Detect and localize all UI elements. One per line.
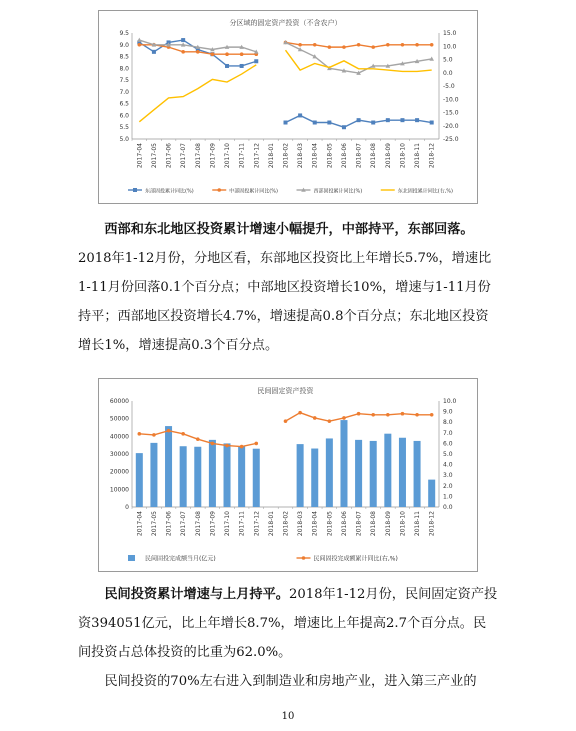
paragraph-private-structure-body: 民间投资的70%左右进入到制造业和房地产业，进入第三产业的 — [104, 674, 477, 689]
x-tick-label: 2018-07 — [355, 511, 363, 537]
right-tick-label: 6.0 — [443, 440, 453, 448]
x-tick-label: 2018-07 — [355, 143, 363, 169]
paragraph-regional-heading: 西部和东北地区投资累计增速小幅提升，中部持平，东部回落。 — [104, 222, 474, 237]
left-tick-label: 6.5 — [119, 100, 129, 108]
right-tick-label: 8.0 — [443, 419, 453, 427]
bar — [224, 443, 231, 507]
point-circle — [328, 419, 332, 423]
bar — [355, 440, 362, 507]
x-tick-label: 2017-11 — [238, 511, 246, 537]
x-tick-label: 2018-10 — [399, 511, 407, 537]
x-tick-label: 2018-02 — [282, 143, 290, 169]
bar — [384, 434, 391, 507]
x-tick-label: 2017-04 — [136, 511, 144, 537]
x-tick-label: 2017-10 — [224, 143, 232, 169]
left-tick-label: 7.0 — [119, 88, 129, 96]
x-tick-label: 2017-06 — [165, 511, 173, 537]
point-square — [430, 121, 434, 125]
x-tick-label: 2018-12 — [428, 143, 436, 169]
point-circle — [284, 419, 288, 423]
left-tick-label: 30000 — [109, 451, 129, 458]
point-circle — [357, 43, 361, 47]
point-square — [386, 118, 390, 122]
regional-investment-svg — [99, 11, 477, 203]
left-tick-label: 0 — [125, 504, 129, 511]
x-tick-label: 2017-10 — [224, 511, 232, 537]
x-tick-label: 2018-04 — [311, 143, 319, 169]
paragraph-private-body: 2018年1-12月份，民间固定资产投资394051亿元，比上年增长8.7%，增速比上年提高2.7个百分点。民间投资占总体投资的比重为62.0%。 — [78, 587, 498, 660]
x-tick-label: 2018-01 — [267, 511, 275, 537]
point-circle — [181, 432, 185, 436]
x-tick-label: 2017-08 — [194, 511, 202, 537]
point-circle — [386, 43, 390, 47]
left-tick-label: 8.5 — [119, 53, 129, 61]
x-tick-label: 2018-03 — [297, 511, 305, 537]
bar — [326, 438, 333, 507]
left-tick-label: 8.0 — [119, 65, 129, 73]
bar — [180, 446, 187, 507]
legend-label: 东部固投累计同比(%) — [145, 188, 194, 195]
x-tick-label: 2017-07 — [180, 511, 188, 537]
x-tick-label: 2018-05 — [326, 143, 334, 169]
left-tick-label: 50000 — [109, 415, 129, 423]
private-investment-chart — [98, 378, 478, 572]
x-tick-label: 2018-02 — [282, 511, 290, 537]
bar — [399, 438, 406, 507]
point-square — [254, 59, 258, 63]
point-square — [240, 64, 244, 68]
left-tick-label: 20000 — [109, 468, 129, 476]
point-square — [327, 121, 331, 125]
series-line — [139, 65, 256, 122]
x-tick-label: 2017-12 — [253, 143, 261, 169]
point-circle — [415, 43, 419, 47]
bar — [414, 441, 421, 507]
point-square — [225, 64, 229, 68]
regional-investment-chart — [98, 10, 478, 204]
point-circle — [371, 45, 375, 49]
point-circle — [225, 444, 229, 448]
left-tick-label: 10000 — [109, 486, 129, 494]
chart-title: 民间固定资产投资 — [257, 387, 314, 395]
point-circle — [152, 433, 156, 437]
point-square — [357, 118, 361, 122]
x-tick-label: 2017-11 — [238, 143, 246, 169]
x-tick-label: 2018-06 — [340, 511, 348, 537]
paragraph-private-structure — [78, 667, 498, 696]
legend-label: 民间固投完成额累计同比(右,%) — [313, 555, 398, 563]
paragraph-regional — [78, 215, 498, 360]
point-circle — [313, 416, 317, 420]
bar — [370, 441, 377, 507]
right-tick-label: 1.0 — [443, 493, 453, 501]
x-tick-label: 2018-03 — [297, 143, 305, 169]
point-circle — [196, 50, 200, 54]
x-tick-label: 2017-12 — [253, 511, 261, 537]
legend-label: 民间固投完成额当月(亿元) — [145, 555, 216, 563]
right-tick-label: 5.0 — [443, 451, 453, 458]
left-tick-label: 6.0 — [119, 112, 129, 120]
legend-marker — [133, 188, 137, 192]
x-tick-label: 2018-06 — [340, 143, 348, 169]
point-circle — [386, 413, 390, 417]
x-tick-label: 2017-08 — [194, 143, 202, 169]
right-tick-label: -10.0 — [443, 96, 459, 104]
legend-label: 东北固投累计同比(右,%) — [397, 188, 453, 195]
point-circle — [357, 412, 361, 416]
x-tick-label: 2018-12 — [428, 511, 436, 537]
x-tick-label: 2018-08 — [370, 143, 378, 169]
point-circle — [225, 52, 229, 56]
point-circle — [167, 429, 171, 433]
point-circle — [211, 442, 215, 446]
x-tick-label: 2018-09 — [384, 511, 392, 537]
bar — [165, 426, 172, 507]
point-circle — [415, 413, 419, 417]
x-tick-label: 2018-11 — [414, 143, 422, 169]
point-circle — [211, 52, 215, 56]
point-circle — [240, 52, 244, 56]
left-tick-label: 9.0 — [119, 41, 129, 49]
bar — [340, 420, 347, 507]
bar — [238, 446, 245, 507]
x-tick-label: 2018-04 — [311, 511, 319, 537]
point-square — [342, 125, 346, 129]
legend-marker — [217, 188, 221, 192]
point-circle — [138, 432, 142, 436]
right-tick-label: 0.0 — [443, 69, 453, 77]
left-tick-label: 9.5 — [119, 30, 129, 37]
legend-label: 西部固投累计同比(%) — [313, 188, 363, 195]
bar — [253, 449, 260, 507]
x-tick-label: 2018-08 — [370, 511, 378, 537]
point-square — [400, 118, 404, 122]
point-circle — [254, 442, 258, 446]
bar — [297, 444, 304, 507]
point-square — [371, 121, 375, 125]
right-tick-label: 2.0 — [443, 482, 453, 490]
x-tick-label: 2018-11 — [414, 511, 422, 537]
x-tick-label: 2017-09 — [209, 511, 217, 537]
right-tick-label: 3.0 — [443, 472, 453, 480]
paragraph-regional-body: 2018年1-12月份，分地区看，东部地区投资比上年增长5.7%，增速比1-11月份回落0.1个百分点；中部地区投资增长10%，增速与1-11月份持平；西部地区投资增长4.7%，增速提高0.8个百分点；东北地区投资增长1%，增速提高0.3个百分点。 — [78, 251, 492, 353]
page-number: 10 — [281, 711, 295, 722]
chart-title: 分区域的固定资产投资（不含农户） — [229, 19, 342, 27]
x-tick-label: 2018-01 — [267, 143, 275, 169]
paragraph-private — [78, 580, 498, 667]
right-tick-label: 7.0 — [443, 429, 453, 437]
right-tick-label: 15.0 — [443, 30, 457, 37]
right-tick-label: 0.0 — [443, 504, 453, 511]
point-circle — [371, 413, 375, 417]
bar — [311, 449, 318, 507]
point-circle — [298, 43, 302, 47]
point-square — [415, 118, 419, 122]
x-tick-label: 2017-09 — [209, 143, 217, 169]
point-circle — [430, 413, 434, 417]
bar — [150, 443, 157, 507]
point-circle — [342, 416, 346, 420]
x-tick-label: 2017-05 — [150, 143, 158, 169]
point-square — [152, 50, 156, 54]
right-tick-label: 10.0 — [443, 398, 457, 405]
right-tick-label: 4.0 — [443, 461, 453, 469]
left-tick-label: 7.5 — [119, 77, 129, 85]
point-circle — [196, 437, 200, 441]
bar — [194, 447, 201, 507]
right-tick-label: -20.0 — [443, 122, 459, 130]
point-circle — [401, 412, 405, 416]
left-tick-label: 5.0 — [119, 136, 129, 143]
x-tick-label: 2018-05 — [326, 511, 334, 537]
bar — [209, 440, 216, 507]
point-triangle — [137, 38, 142, 42]
point-square — [181, 38, 185, 42]
x-tick-label: 2017-05 — [150, 511, 158, 537]
legend-swatch — [128, 555, 135, 561]
right-tick-label: -15.0 — [443, 109, 459, 117]
point-square — [313, 121, 317, 125]
right-tick-label: 10.0 — [443, 43, 457, 51]
bar — [428, 480, 435, 507]
point-circle — [298, 411, 302, 415]
bar — [136, 453, 143, 507]
right-tick-label: -5.0 — [443, 83, 455, 90]
point-circle — [328, 45, 332, 49]
right-tick-label: 5.0 — [443, 56, 453, 64]
left-tick-label: 40000 — [109, 433, 129, 441]
x-tick-label: 2018-10 — [399, 143, 407, 169]
left-tick-label: 60000 — [109, 398, 129, 405]
point-square — [284, 121, 288, 125]
legend-marker — [302, 556, 306, 560]
x-tick-label: 2017-06 — [165, 143, 173, 169]
legend-label: 中部固投累计同比(%) — [229, 188, 278, 195]
point-circle — [240, 445, 244, 449]
x-tick-label: 2017-07 — [180, 143, 188, 169]
x-tick-label: 2017-04 — [136, 143, 144, 169]
right-tick-label: 9.0 — [443, 408, 453, 416]
paragraph-private-heading: 民间投资累计增速与上月持平。 — [104, 587, 289, 602]
right-tick-label: -25.0 — [443, 136, 459, 143]
x-tick-label: 2018-09 — [384, 143, 392, 169]
point-circle — [342, 45, 346, 49]
point-circle — [430, 43, 434, 47]
point-circle — [401, 43, 405, 47]
point-circle — [313, 43, 317, 47]
point-circle — [138, 43, 142, 47]
point-circle — [181, 50, 185, 54]
point-square — [298, 113, 302, 117]
left-tick-label: 5.5 — [119, 124, 129, 132]
private-investment-svg — [99, 379, 477, 571]
